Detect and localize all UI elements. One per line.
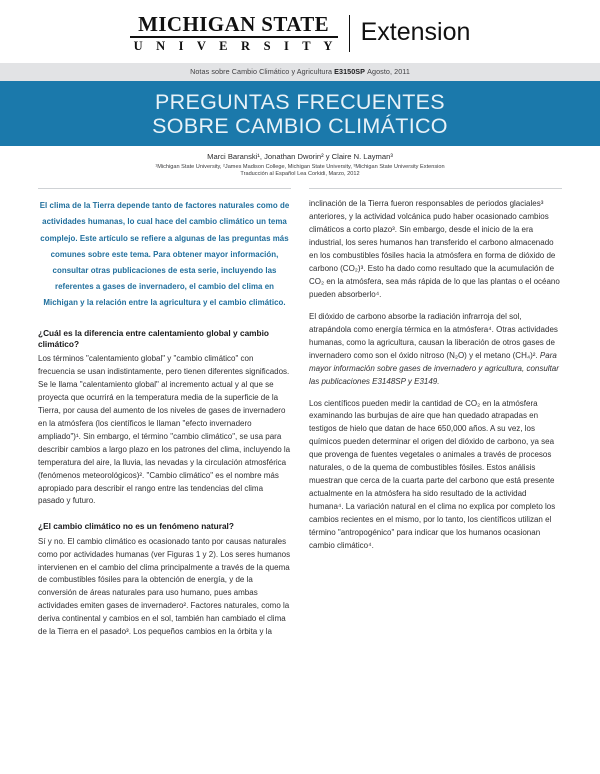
byline xyxy=(0,146,600,179)
msu-wordmark xyxy=(130,14,349,55)
author-affiliations: ¹Michigan State University, ²James Madison College, Michigan State University, ³Michigan State University Extension xyxy=(155,163,445,170)
question-1-answer: Los términos "calentamiento global" y "cambio climático" con frecuencia se usan indistintamente, pero tienen diferentes significados. Se le llama "calentamiento global" al incremento actual y al que se proyecta que ocurrirá en la temperatura media de la superficie de la Tierra, por causa del aumento de los niveles de gases de invernadero en la atmósfera (los científicos le llaman "efecto invernadero ampliado")¹. Sin embargo, el término "cambio climático", se usa para describir cambios a largo plazo en los patrones del clima, incluyendo la temperatura del aire, la lluvia, las nevadas y la circulación atmosférica (fenómenos meteorológicos)². "Cambio climático" es el nombre más apropiado para describir el rango entre las tendencias del clima pasado y futuro. xyxy=(38,353,291,506)
series-bar xyxy=(0,63,600,82)
column-rule-right xyxy=(309,188,562,189)
author-list: Marci Baranski¹, Jonathan Dworin² y Claire N. Layman³ xyxy=(207,152,393,162)
series-bar-prefix: Notas sobre Cambio Climático y Agricultura xyxy=(190,67,333,77)
publication-reference-note: Para mayor información sobre gases de invernadero y agricultura, consultar las publicaciones E3148SP y E3149. xyxy=(309,350,559,386)
page-title-line1: PREGUNTAS FRECUENTES xyxy=(155,90,445,115)
question-heading-2: ¿El cambio climático no es un fenómeno natural? xyxy=(38,521,234,532)
right-column-paragraph-1: inclinación de la Tierra fueron responsables de periodos glaciales³ anteriores, y la actividad volcánica pudo haber ocasionado cambios climáticos a corto plazo³. Sin embargo, desde el inicio de la era industrial, los seres humanos han transferido el carbono almacenado en los combustibles fósiles hacia la atmósfera en forma de dióxido de carbono (CO₂)³. Esto ha dado como resultado que la acumulación de CO₂ en la atmósfera, sea más rápida de lo que las plantas o el océano pueden absorberlo⁴. xyxy=(309,199,560,299)
question-2-answer: Sí y no. El cambio climático es ocasionado tanto por causas naturales como por actividades humanas (ver Figuras 1 y 2). Los seres humanos intervienen en el cambio del clima principalmente a través de la quema de combustibles fósiles para la obtención de energía, y de la conversión de áreas naturales para uso humano, pues ambas actividades emiten gases de invernadero². Factores naturales, como la deriva continental y cambios en el sol, también han cambiado el clima de la Tierra en el pasado³. Los pequeños cambios en la órbita y la xyxy=(38,536,291,637)
extension-wordmark: Extension xyxy=(360,17,471,46)
masthead xyxy=(0,0,600,63)
msu-wordmark-line1: MICHIGAN STATE xyxy=(130,14,338,38)
msu-extension-logo xyxy=(130,14,471,55)
page-title-line2: SOBRE CAMBIO CLIMÁTICO xyxy=(152,114,448,139)
right-column-paragraph-2-text: El dióxido de carbono absorbe la radiación infrarroja del sol, atrapándola como energía térmica en la atmósfera⁴. Otras actividades humanas, como la agricultura, causan la liberación de otros gases de invernadero como son el óxido nitroso (N₂O) y el metano (CH₄)². xyxy=(309,311,558,360)
lede-paragraph: El clima de la Tierra depende tanto de factores naturales como de actividades humanas, lo cual hace del cambio climático un tema complejo. Este artículo se refiere a algunas de las preguntas más comunes sobre este tema. Para obtener mayor información, consultar otras publicaciones de esta serie, incluyendo las referentes a gases de invernadero, el cambio del clima en Michigan y la relación entre la agricultura y el cambio climático. xyxy=(39,201,290,308)
translation-credit: Traducción al Español Lea Corkidi, Marzo, 2012 xyxy=(240,171,360,178)
series-bar-date: Agosto, 2011 xyxy=(367,67,410,77)
right-column xyxy=(309,188,562,639)
left-column xyxy=(38,188,291,639)
right-column-paragraph-2 xyxy=(309,311,562,389)
series-bar-code: E3150SP xyxy=(334,67,366,77)
right-column-paragraph-3: Los científicos pueden medir la cantidad de CO₂ en la atmósfera examinando las burbujas de aire que han quedado atrapadas en testigos de hielo que datan de hace 650,000 años. A su vez, los químicos pueden determinar el origen del dióxido de carbono, ya sea que provenga de fuentes vegetales o animales a través de procesos naturales, o de la quema de combustibles fósiles. Estos análisis muestran que cerca de la cuarta parte del carbono que está presente actualmente en la atmósfera ha sido resultado de la actividad humana⁴. La variación natural en el clima no explica por completo los cambios recientes en el mismo, por lo tanto, los científicos utilizan el término "antropogénico" para indicar que los humanos ocasionan cambio climático⁴. xyxy=(309,398,556,551)
title-banner xyxy=(0,81,600,146)
msu-wordmark-line2: U N I V E R S I T Y xyxy=(133,39,338,53)
body-columns xyxy=(0,179,600,639)
question-heading-1: ¿Cuál es la diferencia entre calentamiento global y cambio climático? xyxy=(38,327,270,349)
column-rule-left xyxy=(38,188,291,189)
